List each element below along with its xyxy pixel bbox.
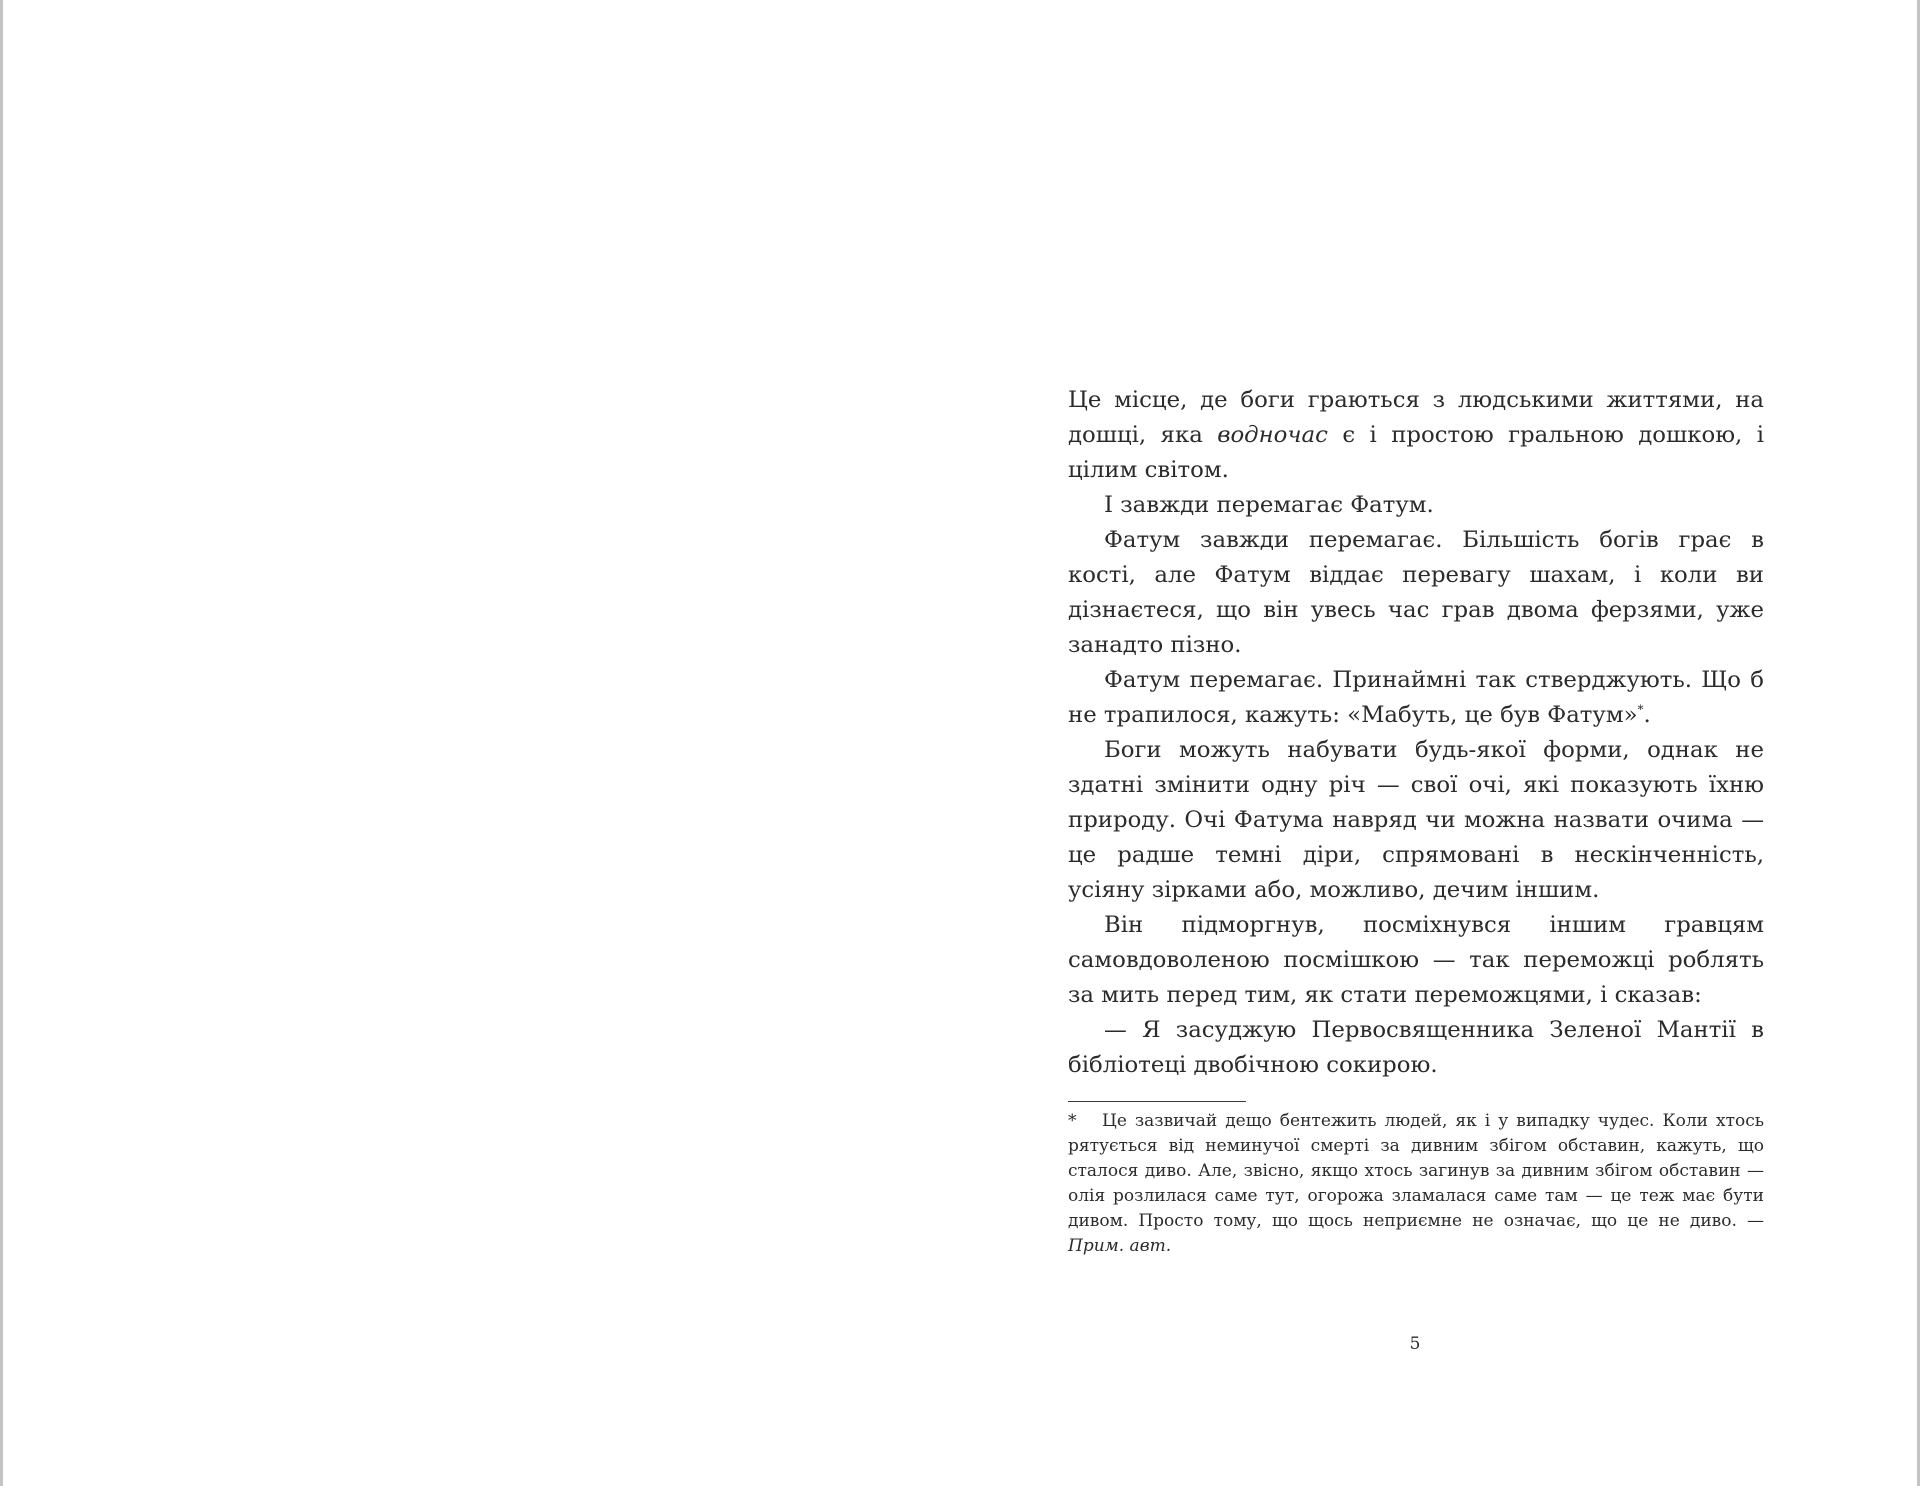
paragraph-7: — Я засуджую Первосвященника Зеленої Мантії в бібліотеці двобічною сокирою. bbox=[1068, 1017, 1764, 1078]
footnote-text: Це зазвичай дещо бентежить людей, як і у випадку чудес. Коли хтось рятується від неминучої смерті за дивним збігом обставин, кажуть, що сталося диво. Але, звісно, якщо хтось загинув за дивним збігом обставин — олія розлилася саме тут, огорожа зламалася саме там — це теж має бути дивом. Просто тому, що щось неприємне не означає, що це не диво. — bbox=[1068, 1111, 1764, 1231]
italic-word: водночас bbox=[1217, 422, 1328, 448]
footnote bbox=[1068, 1109, 1764, 1259]
paragraph-6: Він підморгнув, посміхнувся іншим гравцям самовдоволеною посмішкою — так переможці роблять за мить перед тим, як стати переможцями, і сказав: bbox=[1068, 912, 1764, 1008]
footnote-reference: * bbox=[1637, 702, 1644, 717]
page-number: 5 bbox=[1409, 1334, 1421, 1354]
footnote-attribution: Прим. авт. bbox=[1068, 1236, 1172, 1256]
paragraph-1: Це місце, де боги граються з людськими життями, на дошці, яка водночас є і простою гральною дошкою, і цілим світом. bbox=[1068, 387, 1764, 483]
paragraph-2: І завжди перемагає Фатум. bbox=[1104, 492, 1434, 518]
left-page-edge bbox=[0, 0, 3, 1486]
main-text bbox=[1068, 383, 1764, 1083]
footnote-marker: * bbox=[1068, 1111, 1077, 1131]
paragraph-5: Боги можуть набувати будь-якої форми, однак не здатні змінити одну річ — свої очі, які показують їхню природу. Очі Фатума навряд чи можна назвати очима — це радше темні діри, спрямовані в нескінченність, усіяну зірками або, можливо, дечим іншим. bbox=[1068, 737, 1764, 903]
paragraph-3: Фатум завжди перемагає. Більшість богів грає в кості, але Фатум віддає перевагу шахам, і коли ви дізнаєтеся, що він увесь час грав двома ферзями, уже занадто пізно. bbox=[1068, 527, 1764, 658]
paragraph-4: Фатум перемагає. Принаймні так стверджують. Що б не трапилося, кажуть: «Мабуть, це був Фатум»*. bbox=[1068, 667, 1764, 728]
footnote-divider bbox=[1068, 1101, 1246, 1102]
